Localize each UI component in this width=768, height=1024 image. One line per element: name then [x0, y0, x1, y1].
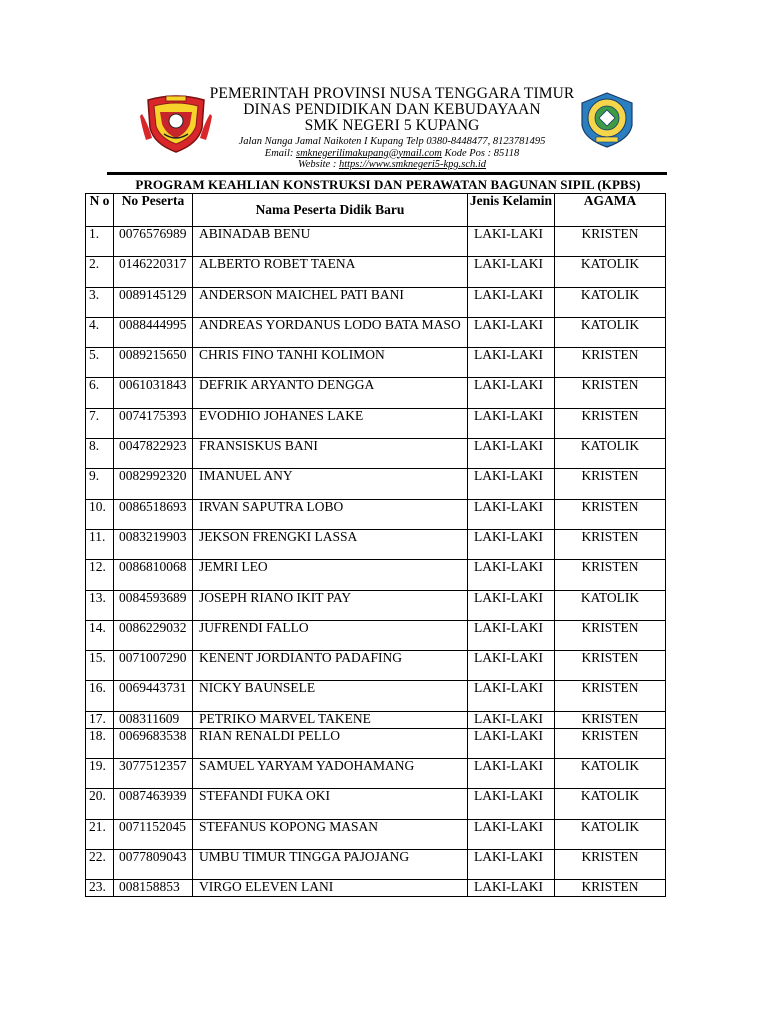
religion: KRISTEN	[555, 469, 666, 499]
row-number: 18.	[86, 728, 114, 758]
header-nama: Nama Peserta Didik Baru	[193, 194, 468, 227]
table-row	[86, 257, 666, 287]
table-row	[86, 348, 666, 378]
participant-number: 008311609	[114, 711, 193, 728]
gender: LAKI-LAKI	[468, 378, 555, 408]
gender: LAKI-LAKI	[468, 711, 555, 728]
student-name: ALBERTO ROBET TAENA	[193, 257, 468, 287]
table-row	[86, 439, 666, 469]
student-name: JUFRENDI FALLO	[193, 620, 468, 650]
religion: KRISTEN	[555, 728, 666, 758]
table-row	[86, 317, 666, 347]
student-name: RIAN RENALDI PELLO	[193, 728, 468, 758]
table-row	[86, 469, 666, 499]
gender: LAKI-LAKI	[468, 287, 555, 317]
gender: LAKI-LAKI	[468, 759, 555, 789]
student-name: JOSEPH RIANO IKIT PAY	[193, 590, 468, 620]
header-agama: AGAMA	[555, 194, 666, 227]
religion: KRISTEN	[555, 711, 666, 728]
participant-number: 008158853	[114, 880, 193, 897]
row-number: 21.	[86, 819, 114, 849]
student-name: ANDERSON MAICHEL PATI BANI	[193, 287, 468, 317]
table-row	[86, 819, 666, 849]
participant-number: 0074175393	[114, 408, 193, 438]
table-row	[86, 227, 666, 257]
student-name: EVODHIO JOHANES LAKE	[193, 408, 468, 438]
table-row	[86, 651, 666, 681]
row-number: 15.	[86, 651, 114, 681]
student-table	[85, 193, 666, 897]
gender: LAKI-LAKI	[468, 651, 555, 681]
program-title: PROGRAM KEAHLIAN KONSTRUKSI DAN PERAWATAN BAGUNAN SIPIL (KPBS)	[135, 177, 641, 192]
gender: LAKI-LAKI	[468, 469, 555, 499]
row-number: 11.	[86, 529, 114, 559]
religion: KRISTEN	[555, 681, 666, 711]
row-number: 1.	[86, 227, 114, 257]
row-number: 8.	[86, 439, 114, 469]
participant-number: 0089145129	[114, 287, 193, 317]
table-row	[86, 789, 666, 819]
row-number: 7.	[86, 408, 114, 438]
religion: KATOLIK	[555, 789, 666, 819]
religion: KRISTEN	[555, 499, 666, 529]
table-row	[86, 728, 666, 758]
table-row	[86, 681, 666, 711]
student-name: IMANUEL ANY	[193, 469, 468, 499]
religion: KRISTEN	[555, 849, 666, 879]
header-peserta: No Peserta	[114, 194, 193, 227]
participant-number: 0083219903	[114, 529, 193, 559]
row-number: 6.	[86, 378, 114, 408]
participant-number: 0077809043	[114, 849, 193, 879]
table-header-row	[86, 194, 666, 227]
participant-number: 0061031843	[114, 378, 193, 408]
table-row	[86, 880, 666, 897]
gender: LAKI-LAKI	[468, 499, 555, 529]
participant-number: 0084593689	[114, 590, 193, 620]
header-jenis-kelamin: Jenis Kelamin	[468, 194, 555, 227]
religion: KRISTEN	[555, 378, 666, 408]
row-number: 3.	[86, 287, 114, 317]
student-name: JEKSON FRENGKI LASSA	[193, 529, 468, 559]
row-number: 10.	[86, 499, 114, 529]
table-row	[86, 408, 666, 438]
gender: LAKI-LAKI	[468, 849, 555, 879]
participant-number: 0086518693	[114, 499, 193, 529]
religion: KRISTEN	[555, 620, 666, 650]
participant-number: 0089215650	[114, 348, 193, 378]
gender: LAKI-LAKI	[468, 819, 555, 849]
student-name: NICKY BAUNSELE	[193, 681, 468, 711]
participant-number: 0047822923	[114, 439, 193, 469]
table-row	[86, 849, 666, 879]
table-row	[86, 499, 666, 529]
religion: KATOLIK	[555, 819, 666, 849]
gender: LAKI-LAKI	[468, 348, 555, 378]
religion: KATOLIK	[555, 590, 666, 620]
row-number: 13.	[86, 590, 114, 620]
contact-line	[150, 148, 634, 160]
student-name: FRANSISKUS BANI	[193, 439, 468, 469]
gender: LAKI-LAKI	[468, 880, 555, 897]
gender: LAKI-LAKI	[468, 560, 555, 590]
row-number: 12.	[86, 560, 114, 590]
row-number: 14.	[86, 620, 114, 650]
participant-number: 0069443731	[114, 681, 193, 711]
student-name: DEFRIK ARYANTO DENGGA	[193, 378, 468, 408]
religion: KRISTEN	[555, 408, 666, 438]
religion: KRISTEN	[555, 348, 666, 378]
table-row	[86, 529, 666, 559]
student-name: PETRIKO MARVEL TAKENE	[193, 711, 468, 728]
student-name: UMBU TIMUR TINGGA PAJOJANG	[193, 849, 468, 879]
student-name: ANDREAS YORDANUS LODO BATA MASO	[193, 317, 468, 347]
table-row	[86, 759, 666, 789]
header-no: N o	[86, 194, 114, 227]
gender: LAKI-LAKI	[468, 789, 555, 819]
student-name: SAMUEL YARYAM YADOHAMANG	[193, 759, 468, 789]
student-name: VIRGO ELEVEN LANI	[193, 880, 468, 897]
religion: KATOLIK	[555, 317, 666, 347]
table-row	[86, 378, 666, 408]
gender: LAKI-LAKI	[468, 620, 555, 650]
website-line	[150, 159, 634, 171]
government-name: PEMERINTAH PROVINSI NUSA TENGGARA TIMUR	[209, 85, 575, 102]
participant-number: 0088444995	[114, 317, 193, 347]
participant-number: 0087463939	[114, 789, 193, 819]
religion: KRISTEN	[555, 651, 666, 681]
participant-number: 0069683538	[114, 728, 193, 758]
student-name: JEMRI LEO	[193, 560, 468, 590]
religion: KATOLIK	[555, 759, 666, 789]
table-body	[86, 227, 666, 897]
student-name: KENENT JORDIANTO PADAFING	[193, 651, 468, 681]
gender: LAKI-LAKI	[468, 317, 555, 347]
participant-number: 0086229032	[114, 620, 193, 650]
row-number: 5.	[86, 348, 114, 378]
table-row	[86, 590, 666, 620]
participant-number: 0076576989	[114, 227, 193, 257]
row-number: 20.	[86, 789, 114, 819]
department-name: DINAS PENDIDIKAN DAN KEBUDAYAAN	[243, 101, 541, 118]
table-row	[86, 560, 666, 590]
gender: LAKI-LAKI	[468, 728, 555, 758]
participant-number: 0086810068	[114, 560, 193, 590]
row-number: 23.	[86, 880, 114, 897]
postal-code: Kode Pos : 85118	[441, 147, 520, 159]
table-row	[86, 620, 666, 650]
religion: KATOLIK	[555, 257, 666, 287]
website-link[interactable]: https://www.smknegeri5-kpg.sch.id	[338, 159, 487, 170]
gender: LAKI-LAKI	[468, 257, 555, 287]
table-row	[86, 711, 666, 728]
religion: KATOLIK	[555, 439, 666, 469]
row-number: 4.	[86, 317, 114, 347]
table-row	[86, 287, 666, 317]
student-name: STEFANDI FUKA OKI	[193, 789, 468, 819]
participant-number: 0146220317	[114, 257, 193, 287]
participant-number: 3077512357	[114, 759, 193, 789]
participant-number: 0071007290	[114, 651, 193, 681]
gender: LAKI-LAKI	[468, 408, 555, 438]
row-number: 22.	[86, 849, 114, 879]
website-label: Website :	[297, 159, 339, 170]
letterhead	[150, 86, 634, 171]
gender: LAKI-LAKI	[468, 529, 555, 559]
religion: KRISTEN	[555, 560, 666, 590]
email-label: Email:	[264, 147, 296, 159]
participant-number: 0071152045	[114, 819, 193, 849]
student-name: CHRIS FINO TANHI KOLIMON	[193, 348, 468, 378]
gender: LAKI-LAKI	[468, 590, 555, 620]
religion: KRISTEN	[555, 227, 666, 257]
gender: LAKI-LAKI	[468, 227, 555, 257]
school-address: Jalan Nanga Jamal Naikoten I Kupang Telp 0380-8448477, 8123781495	[238, 136, 546, 147]
religion: KRISTEN	[555, 529, 666, 559]
gender: LAKI-LAKI	[468, 439, 555, 469]
row-number: 2.	[86, 257, 114, 287]
gender: LAKI-LAKI	[468, 681, 555, 711]
religion: KRISTEN	[555, 880, 666, 897]
participant-number: 0082992320	[114, 469, 193, 499]
religion: KATOLIK	[555, 287, 666, 317]
student-name: ABINADAB BENU	[193, 227, 468, 257]
header-divider	[107, 172, 667, 175]
email-link[interactable]: smknegerilimakupang@ymail.com	[295, 147, 442, 159]
student-name: IRVAN SAPUTRA LOBO	[193, 499, 468, 529]
school-name: SMK NEGERI 5 KUPANG	[304, 117, 480, 134]
row-number: 16.	[86, 681, 114, 711]
student-name: STEFANUS KOPONG MASAN	[193, 819, 468, 849]
row-number: 9.	[86, 469, 114, 499]
row-number: 19.	[86, 759, 114, 789]
row-number: 17.	[86, 711, 114, 728]
